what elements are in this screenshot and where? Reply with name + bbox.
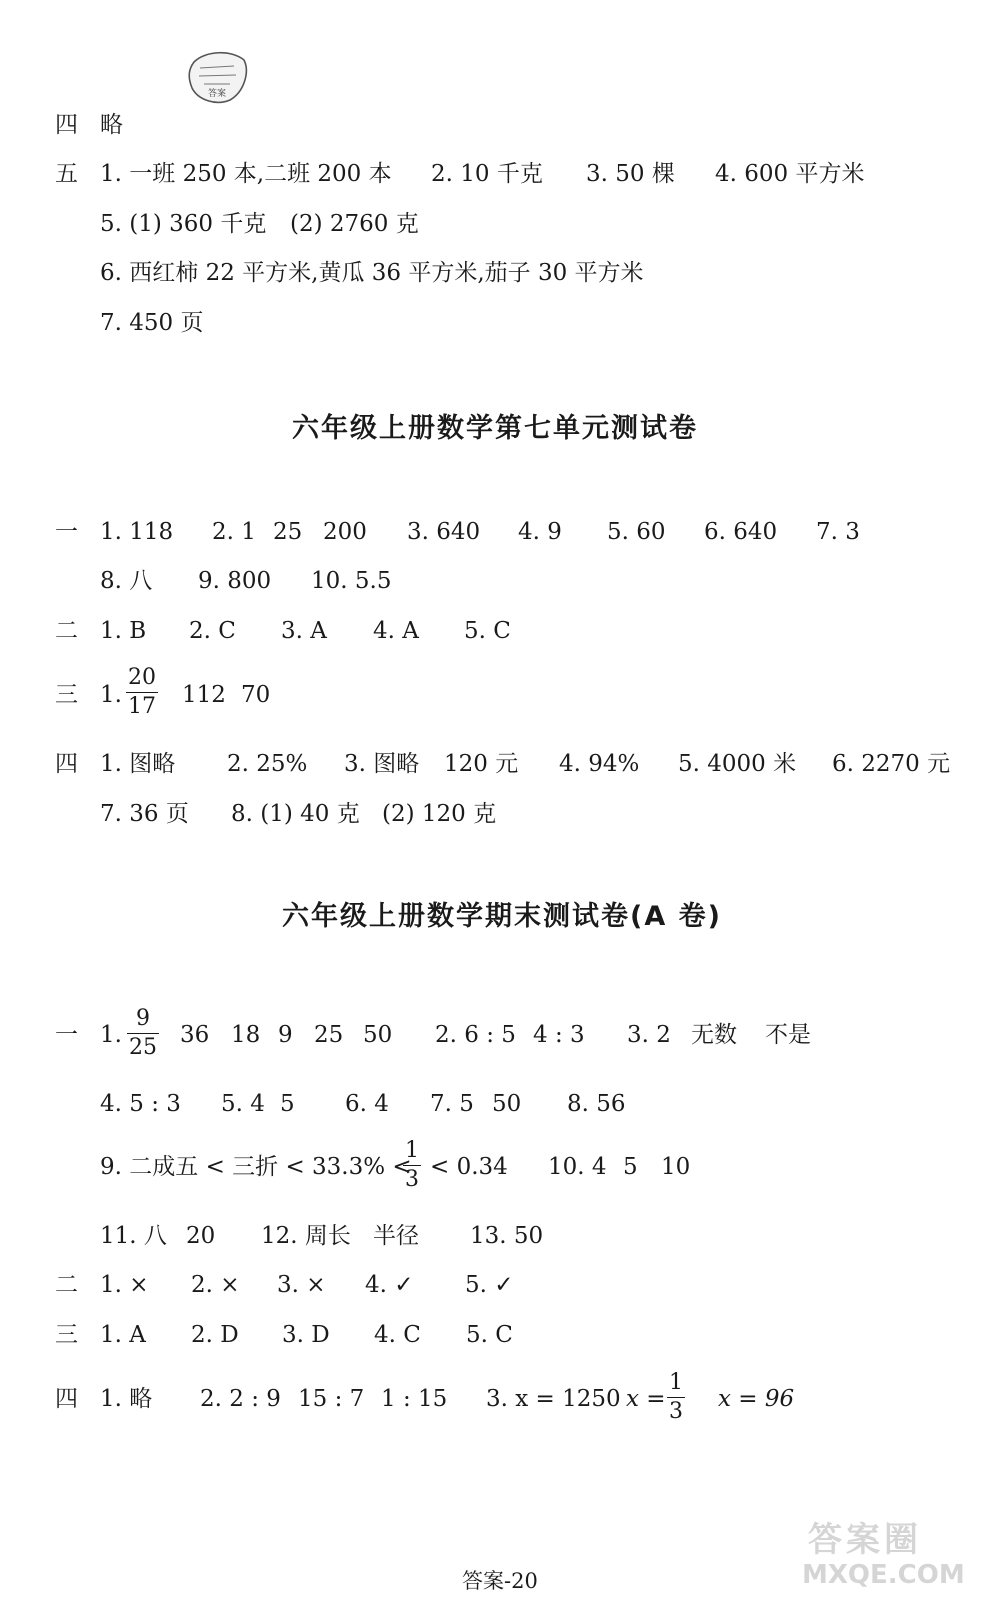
- row-5-line-4: 7. 450 页: [100, 310, 204, 336]
- section-title-unit7: 六年级上册数学第七单元测试卷: [292, 413, 698, 444]
- stamp-text: 答案: [208, 89, 227, 99]
- fraction-1-3-a: 1 3: [405, 1138, 419, 1192]
- page-footer: 答案-20: [462, 1569, 538, 1593]
- stamp-graphic: [186, 48, 250, 106]
- watermark: [794, 1512, 986, 1596]
- section-title-final-a: 六年级上册数学期末测试卷(A 卷): [282, 901, 722, 932]
- watermark-title: 答案圈: [808, 1520, 922, 1560]
- fraction-9-25: 9 25: [129, 1006, 157, 1060]
- watermark-url: MXQE.COM: [802, 1560, 965, 1590]
- row-5-line-3: 6. 西红柿 22 平方米,黄瓜 36 平方米,茄子 30 平方米: [100, 260, 644, 286]
- fraction-20-17: 20 17: [128, 665, 156, 719]
- fraction-1-3-b: 1 3: [669, 1370, 683, 1424]
